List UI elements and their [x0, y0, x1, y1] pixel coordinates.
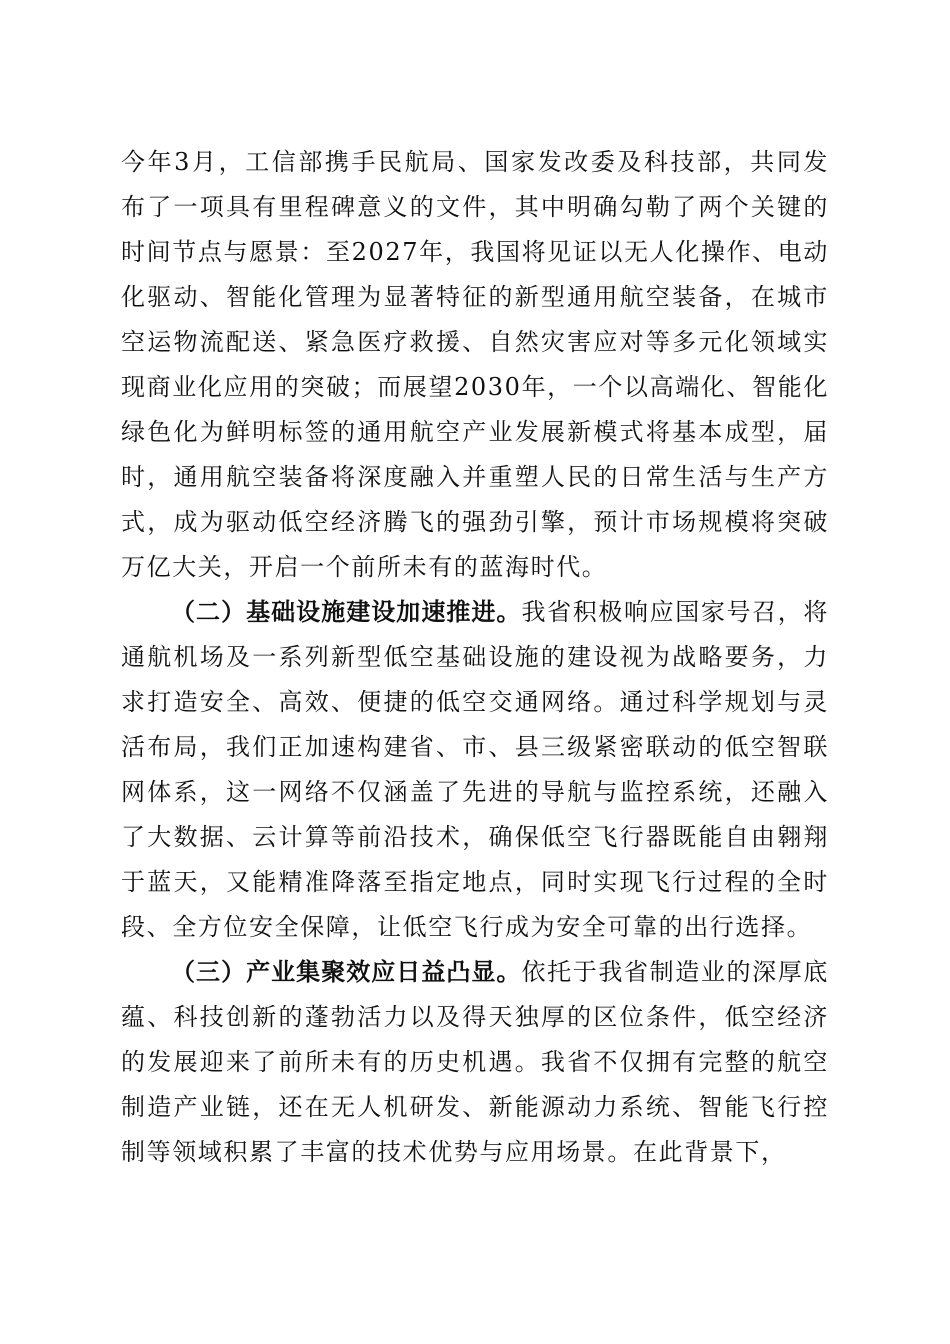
- section-heading-industry-cluster: （三）产业集聚效应日益凸显。: [171, 958, 522, 986]
- paragraph-3-text: 依托于我省制造业的深厚底蕴、科技创新的蓬勃活力以及得天独厚的区位条件，低空经济的发展迎来了前所未有的历史机遇。我省不仅拥有完整的航空制造产业链，还在无人机研发、新能源动力系统、智能飞行控制等领域积累了丰富的技术优势与应用场景。在此背景下，: [121, 958, 830, 1166]
- document-body: [121, 140, 829, 1175]
- section-heading-infrastructure: （二）基础设施建设加速推进。: [171, 598, 522, 626]
- paragraph-2: [121, 590, 829, 950]
- paragraph-2-text: 我省积极响应国家号召，将通航机场及一系列新型低空基础设施的建设视为战略要务，力求打造安全、高效、便捷的低空交通网络。通过科学规划与灵活布局，我们正加速构建省、市、县三级紧密联动的低空智联网体系，这一网络不仅涵盖了先进的导航与监控系统，还融入了大数据、云计算等前沿技术，确保低空飞行器既能自由翱翔于蓝天，又能精准降落至指定地点，同时实现飞行过程的全时段、全方位安全保障，让低空飞行成为安全可靠的出行选择。: [121, 598, 830, 941]
- paragraph-1-text: 今年3月，工信部携手民航局、国家发改委及科技部，共同发布了一项具有里程碑意义的文件，其中明确勾勒了两个关键的时间节点与愿景：至2027年，我国将见证以无人化操作、电动化驱动、智能化管理为显著特征的新型通用航空装备，在城市空运物流配送、紧急医疗救援、自然灾害应对等多元化领域实现商业化应用的突破；而展望2030年，一个以高端化、智能化绿色化为鲜明标签的通用航空产业发展新模式将基本成型，届时，通用航空装备将深度融入并重塑人民的日常生活与生产方式，成为驱动低空经济腾飞的强劲引擎，预计市场规模将突破万亿大关，开启一个前所未有的蓝海时代。: [121, 148, 829, 581]
- paragraph-1: [121, 140, 829, 590]
- paragraph-3: [121, 950, 829, 1175]
